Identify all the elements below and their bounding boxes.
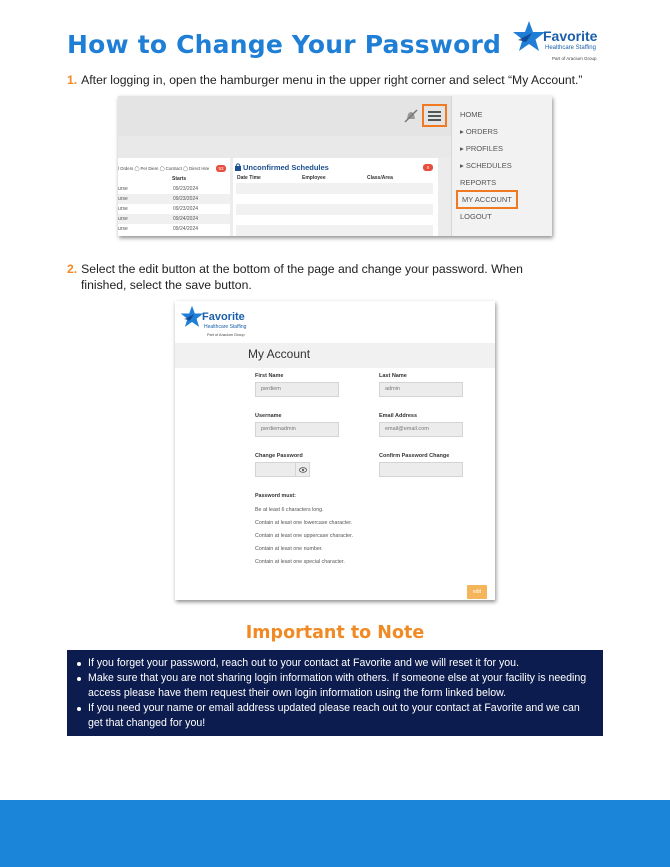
hamburger-menu-button[interactable] [422,104,447,127]
order-filters[interactable]: l Orders ◯ Per Diem ◯ Contract ◯ Direct Hire [118,166,210,171]
confirm-password-input[interactable] [379,462,463,477]
lock-icon [235,163,241,171]
password-rule: Contain at least one special character. [255,559,345,565]
nav-item-schedules[interactable]: ▸ SCHEDULES [460,161,512,170]
table-row[interactable]: urse 09/23/2024 [118,186,199,192]
schedules-count-badge: 0 [423,164,433,171]
column-header-employee: Employee [302,175,326,181]
note-item: If you need your name or email address updated please reach out to your contact at Favorite and we can get that changed for you! [75,701,593,731]
step-text: After logging in, open the hamburger menu in the upper right corner and select “My Account.” [81,73,583,87]
last-name-field[interactable]: admin [379,382,463,397]
password-rules-title: Password must: [255,493,296,499]
change-password-label: Change Password [255,453,303,459]
note-item: Make sure that you are not sharing login information with others. If someone else at your facility is needing access please have them request their own login information using the form linked below. [75,671,593,701]
step-1 [67,72,583,88]
confirm-password-label: Confirm Password Change [379,453,450,459]
password-rule: Be at least 6 characters long. [255,507,324,513]
first-name-field[interactable]: perdiem [255,382,339,397]
footer-band [0,800,670,867]
title-band [175,343,495,368]
nav-item-profiles[interactable]: ▸ PROFILES [460,144,503,153]
orders-count-badge: 53 [216,165,226,172]
hamburger-icon [428,111,441,121]
edit-button[interactable]: edit [467,585,487,599]
note-list [75,656,593,731]
schedule-row [236,183,433,194]
password-rule: Contain at least one lowercase character. [255,520,353,526]
table-row[interactable]: urse 09/24/2024 [118,226,199,232]
nav-item-my-account[interactable]: MY ACCOUNT [456,190,518,209]
nav-item-reports[interactable]: REPORTS [460,178,497,187]
show-password-button[interactable] [295,462,310,477]
nav-item-logout[interactable]: LOGOUT [460,212,492,221]
username-field[interactable]: perdiemadmin [255,422,339,437]
menu-screenshot [118,96,552,236]
star-logo-icon [512,20,546,54]
toolbar-band [118,136,451,158]
nav-item-home[interactable]: HOME [460,110,483,119]
eye-icon [299,467,307,473]
my-account-screenshot: Favorite Healthcare Staffing Part of Aracium Group My Account First Name perdiem Last Name admin Username perdiemadmin Email Address email@email.com Change Password Confirm Password Change Password must: Be at least 6 characters long. Contain at least one lowercase character. Contain at least one uppercase character. Contain at least one number. Contain at least one special character. edit [175,301,495,600]
table-row[interactable]: urse 09/23/2024 [118,206,199,212]
step-2 [67,261,587,293]
change-password-input[interactable] [255,462,296,477]
email-label: Email Address [379,413,418,419]
email-field[interactable]: email@email.com [379,422,463,437]
last-name-label: Last Name [379,373,407,379]
step-text-line-1: Select the edit button at the bottom of the page and change your password. When [81,262,523,276]
important-note-title: Important to Note [245,623,425,643]
favorite-logo: Favorite Healthcare Staffing Part of Aracium Group [512,20,602,64]
schedule-row [236,204,433,215]
first-name-label: First Name [255,373,284,379]
nav-menu [451,96,552,236]
password-rule: Contain at least one number. [255,546,323,552]
nav-item-orders[interactable]: ▸ ORDERS [460,127,498,136]
notifications-off-icon [403,108,419,124]
username-label: Username [255,413,282,419]
table-row[interactable]: urse 09/24/2024 [118,214,230,224]
password-rule: Contain at least one uppercase character. [255,533,354,539]
starts-column-header: Starts [172,176,187,182]
important-note-box [67,650,603,736]
note-item: If you forget your password, reach out to your contact at Favorite and we will reset it for you. [75,656,593,671]
schedule-row [236,225,433,236]
column-header-datetime: Date Time [237,175,261,181]
step-text-line-2: finished, select the save button. [81,278,252,292]
step-number: 2. [67,262,78,276]
my-account-title: My Account [248,347,311,361]
column-header-class-area: Class/Area [367,175,393,181]
schedules-title: Unconfirmed Schedules [243,163,329,172]
step-number: 1. [67,73,78,87]
top-bar [118,96,451,136]
star-logo-icon [180,305,204,329]
page-title: How to Change Your Password [67,30,502,59]
table-row[interactable]: urse 09/23/2024 [118,194,230,204]
